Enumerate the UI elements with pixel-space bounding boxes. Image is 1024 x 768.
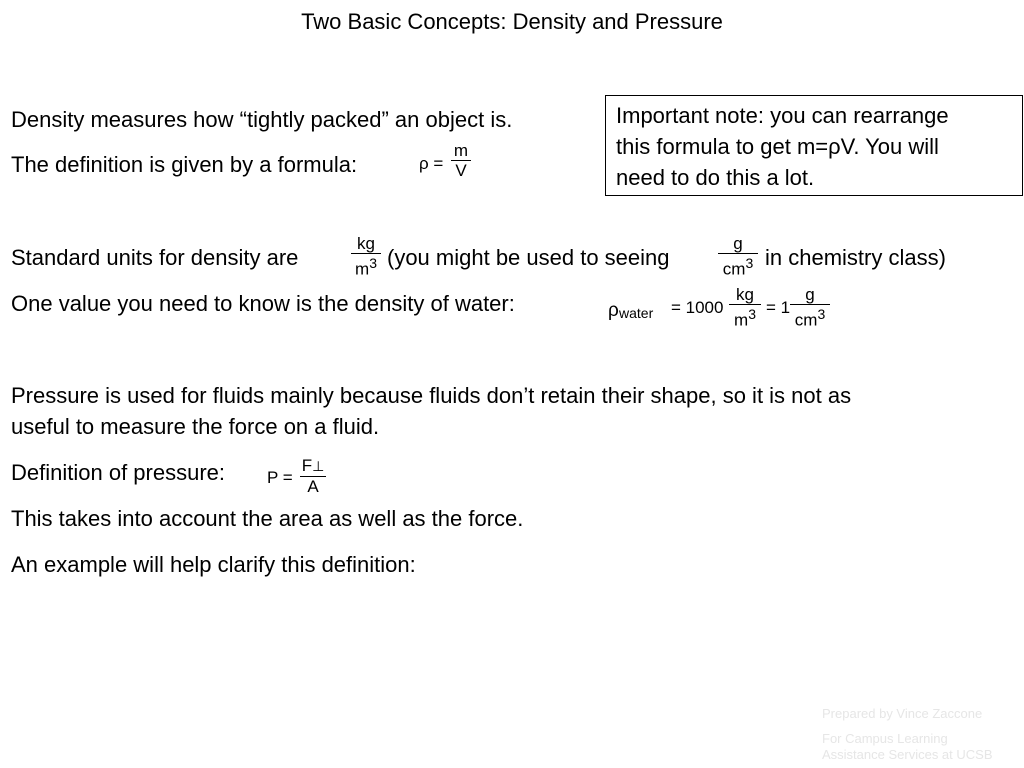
pressure-definition-label: Definition of pressure: bbox=[11, 460, 225, 485]
water-equals-1: = 1 bbox=[766, 298, 791, 317]
units-middle: (you might be used to seeing bbox=[387, 245, 670, 270]
water-cgs-base: cm bbox=[794, 310, 818, 330]
cgs-unit-denominator bbox=[718, 253, 758, 279]
important-note-box bbox=[605, 95, 1023, 196]
water-si-denominator bbox=[729, 304, 761, 330]
density-formula-fraction bbox=[451, 141, 471, 180]
cgs-unit-numerator: g bbox=[733, 234, 743, 253]
water-si-base: m bbox=[734, 310, 749, 330]
water-equals-1000: = 1000 bbox=[671, 298, 724, 317]
pressure-explanation: This takes into account the area as well as the force. bbox=[11, 506, 524, 531]
si-unit-base: m bbox=[355, 259, 370, 279]
water-rho: ρ bbox=[608, 300, 619, 321]
pressure-formula-lhs: P = bbox=[267, 468, 293, 487]
note-line-2: this formula to get m=ρV. You will bbox=[616, 134, 939, 159]
units-prefix: Standard units for density are bbox=[11, 245, 299, 270]
pressure-formula-fraction bbox=[300, 456, 326, 496]
footer-campus-line-2: Assistance Services at UCSB bbox=[822, 747, 993, 762]
perpendicular-symbol: ⊥ bbox=[312, 458, 325, 474]
slide-title: Two Basic Concepts: Density and Pressure bbox=[301, 9, 723, 34]
water-cgs-denominator bbox=[790, 304, 830, 330]
water-cgs-numerator: g bbox=[805, 285, 815, 304]
example-intro: An example will help clarify this definition: bbox=[11, 552, 416, 577]
density-formula-lhs: ρ = bbox=[419, 154, 444, 173]
water-subscript: water bbox=[619, 305, 654, 321]
footer-campus-line-1: For Campus Learning bbox=[822, 731, 948, 746]
cgs-unit-base: cm bbox=[722, 259, 746, 279]
note-line-3: need to do this a lot. bbox=[616, 165, 815, 190]
si-unit-numerator: kg bbox=[357, 234, 375, 253]
pressure-description-line-1: Pressure is used for fluids mainly because fluids don’t retain their shape, so it is not as bbox=[11, 383, 852, 408]
pressure-description-line-2: useful to measure the force on a fluid. bbox=[11, 414, 380, 439]
water-cgs-exponent: 3 bbox=[817, 306, 826, 322]
density-formula-numerator: m bbox=[453, 141, 469, 160]
note-line-1: Important note: you can rearrange bbox=[616, 103, 949, 128]
si-unit-denominator bbox=[351, 253, 381, 279]
si-unit-fraction bbox=[351, 234, 381, 279]
force-symbol: F bbox=[301, 456, 313, 475]
water-si-fraction bbox=[729, 285, 761, 330]
density-definition-text: The definition is given by a formula: bbox=[11, 152, 358, 177]
water-si-exponent: 3 bbox=[748, 306, 756, 322]
cgs-unit-exponent: 3 bbox=[745, 255, 754, 271]
pressure-formula-denominator: A bbox=[300, 476, 326, 496]
pressure-formula-numerator bbox=[300, 456, 326, 476]
density-description: Density measures how “tightly packed” an object is. bbox=[11, 107, 513, 132]
cgs-unit-fraction bbox=[718, 234, 758, 279]
water-density-text: One value you need to know is the density of water: bbox=[11, 291, 515, 316]
units-suffix: in chemistry class) bbox=[765, 245, 946, 270]
footer-prepared-by: Prepared by Vince Zaccone bbox=[822, 706, 983, 721]
water-si-numerator: kg bbox=[736, 285, 754, 304]
water-cgs-fraction bbox=[790, 285, 830, 330]
density-formula-denominator: V bbox=[451, 160, 471, 180]
si-unit-exponent: 3 bbox=[369, 255, 377, 271]
